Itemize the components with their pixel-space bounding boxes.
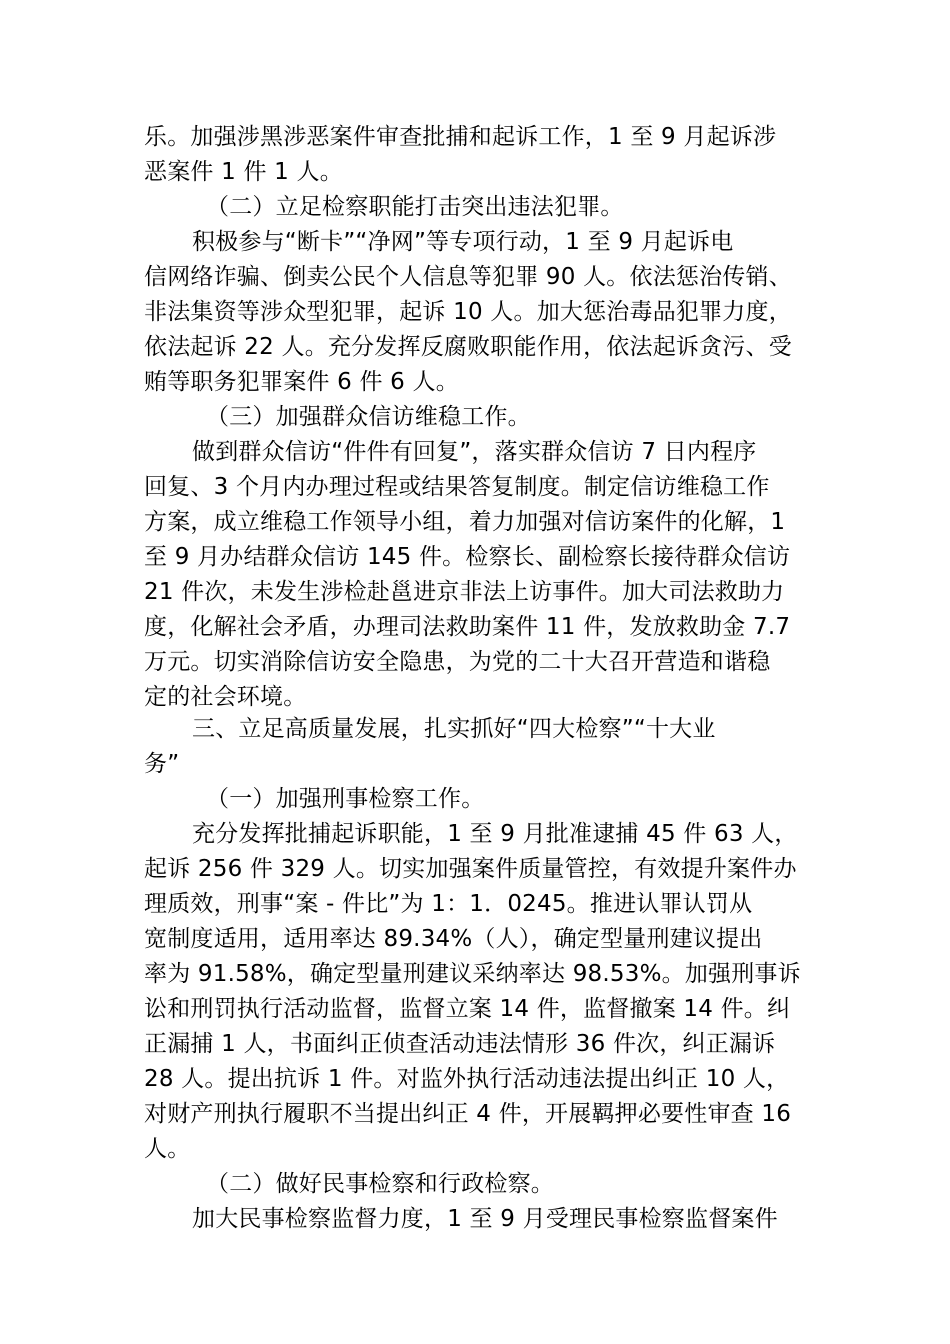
- text-line: 信网络诈骗、倒卖公民个人信息等犯罪 90 人。依法惩治传销、: [144, 264, 792, 290]
- text-line: 万元。切实消除信访安全隐患，为党的二十大召开营造和谐稳: [144, 649, 771, 675]
- section-heading: （二）立足检察职能打击突出违法犯罪。: [206, 194, 624, 220]
- text-line: 21 件次，未发生涉检赴邕进京非法上访事件。加大司法救助力: [144, 579, 785, 605]
- section-heading: （三）加强群众信访维稳工作。: [206, 404, 531, 430]
- chapter-heading-continued: 务”: [144, 751, 180, 777]
- paragraph-first-line: 充分发挥批捕起诉职能，1 至 9 月批准逮捕 45 件 63 人，: [192, 821, 798, 847]
- text-line: 起诉 256 件 329 人。切实加强案件质量管控，有效提升案件办: [144, 856, 797, 882]
- text-line: 贿等职务犯罪案件 6 件 6 人。: [144, 369, 459, 395]
- paragraph-first-line: 加大民事检察监督力度，1 至 9 月受理民事检察监督案件: [192, 1206, 778, 1232]
- text-line: 乐。加强涉黑涉恶案件审查批捕和起诉工作，1 至 9 月起诉涉: [144, 124, 777, 150]
- text-line: 理质效，刑事“案 - 件比”为 1：1．0245。推进认罪认罚从: [144, 891, 753, 917]
- text-line: 非法集资等涉众型犯罪，起诉 10 人。加大惩治毒品犯罪力度，: [144, 299, 792, 325]
- text-line: 至 9 月办结群众信访 145 件。检察长、副检察长接待群众信访: [144, 544, 791, 570]
- text-line: 恶案件 1 件 1 人。: [144, 159, 343, 185]
- text-line: 讼和刑罚执行活动监督，监督立案 14 件，监督撤案 14 件。纠: [144, 996, 791, 1022]
- text-line: 回复、3 个月内办理过程或结果答复制度。制定信访维稳工作: [144, 474, 770, 500]
- paragraph-first-line: 做到群众信访“件件有回复”，落实群众信访 7 日内程序: [192, 439, 757, 465]
- text-line: 度，化解社会矛盾，办理司法救助案件 11 件，发放救助金 7.7: [144, 614, 791, 640]
- text-line: 定的社会环境。: [144, 684, 307, 710]
- text-line: 依法起诉 22 人。充分发挥反腐败职能作用，依法起诉贪污、受: [144, 334, 792, 360]
- text-line: 方案，成立维稳工作领导小组，着力加强对信访案件的化解，1: [144, 509, 786, 535]
- text-line: 率为 91.58%，确定型量刑建议采纳率达 98.53%。加强刑事诉: [144, 961, 801, 987]
- section-heading: （二）做好民事检察和行政检察。: [206, 1171, 554, 1197]
- text-line: 宽制度适用，适用率达 89.34%（人），确定型量刑建议提出: [144, 926, 763, 952]
- text-line: 正漏捕 1 人，书面纠正侦查活动违法情形 36 件次，纠正漏诉: [144, 1031, 776, 1057]
- chapter-heading: 三、立足高质量发展，扎实抓好“四大检察”“十大业: [192, 716, 716, 742]
- text-line: 28 人。提出抗诉 1 件。对监外执行活动违法提出纠正 10 人，: [144, 1066, 790, 1092]
- section-heading: （一）加强刑事检察工作。: [206, 786, 485, 812]
- text-line: 对财产刑执行履职不当提出纠正 4 件，开展羁押必要性审查 16: [144, 1101, 792, 1127]
- text-line: 人。: [144, 1136, 191, 1162]
- paragraph-first-line: 积极参与“断卡”“净网”等专项行动，1 至 9 月起诉电: [192, 229, 734, 255]
